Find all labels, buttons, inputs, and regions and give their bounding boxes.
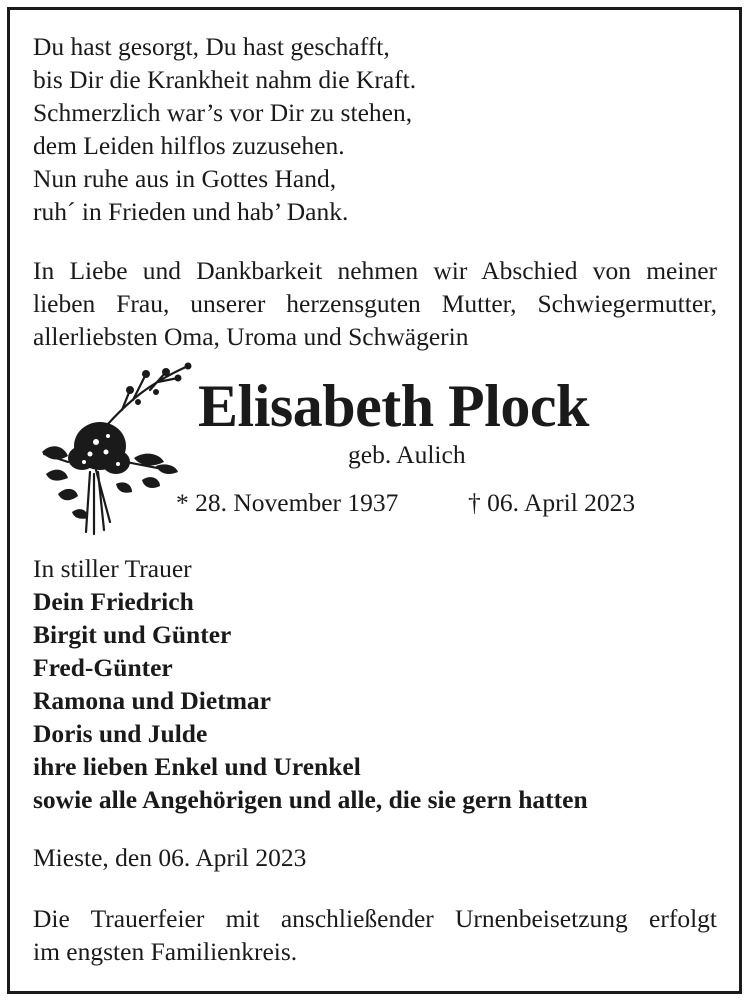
mourner-name: ihre lieben Enkel und Urenkel [33, 752, 361, 781]
place-date: Mieste, den 06. April 2023 [33, 843, 307, 872]
poem-line: bis Dir die Krankheit nahm die Kraft. [33, 65, 417, 94]
mourner-name: Fred-Günter [33, 653, 173, 682]
mourners-list [33, 552, 588, 816]
poem-line: ruh´ in Frieden und hab’ Dank. [33, 197, 349, 226]
mourner-name: sowie alle Angehörigen und alle, die sie gern hatten [33, 785, 588, 814]
farewell-intro [33, 254, 717, 353]
mourner-name: Doris und Julde [33, 719, 208, 748]
funeral-info [33, 902, 717, 968]
poem-line: Nun ruhe aus in Gottes Hand, [33, 164, 337, 193]
funeral-line: im engsten Familienkreis. [33, 937, 298, 966]
funeral-line: Die Trauerfeier mit anschließender Urnenbeisetzung erfolgt [33, 904, 717, 933]
birth-name: geb. Aulich [348, 440, 466, 469]
intro-line: allerliebsten Oma, Uroma und Schwägerin [33, 322, 469, 351]
poem [33, 30, 416, 228]
intro-line: lieben Frau, unserer herzensguten Mutter, Schwiegermutter, [33, 289, 717, 318]
deceased-name: Elisabeth Plock [198, 373, 589, 439]
intro-line: In Liebe und Dankbarkeit nehmen wir Abschied von meiner [33, 256, 717, 285]
mourner-name: Birgit und Günter [33, 620, 232, 649]
mourners-heading: In stiller Trauer [33, 554, 192, 583]
mourner-name: Dein Friedrich [33, 587, 194, 616]
death-date: † 06. April 2023 [468, 488, 636, 517]
poem-line: Schmerzlich war’s vor Dir zu stehen, [33, 98, 413, 127]
poem-line: dem Leiden hilflos zuzusehen. [33, 131, 345, 160]
mourner-name: Ramona und Dietmar [33, 686, 272, 715]
poem-line: Du hast gesorgt, Du hast geschafft, [33, 32, 390, 61]
rose-bouquet-icon [38, 362, 193, 540]
birth-date: * 28. November 1937 [176, 488, 399, 517]
